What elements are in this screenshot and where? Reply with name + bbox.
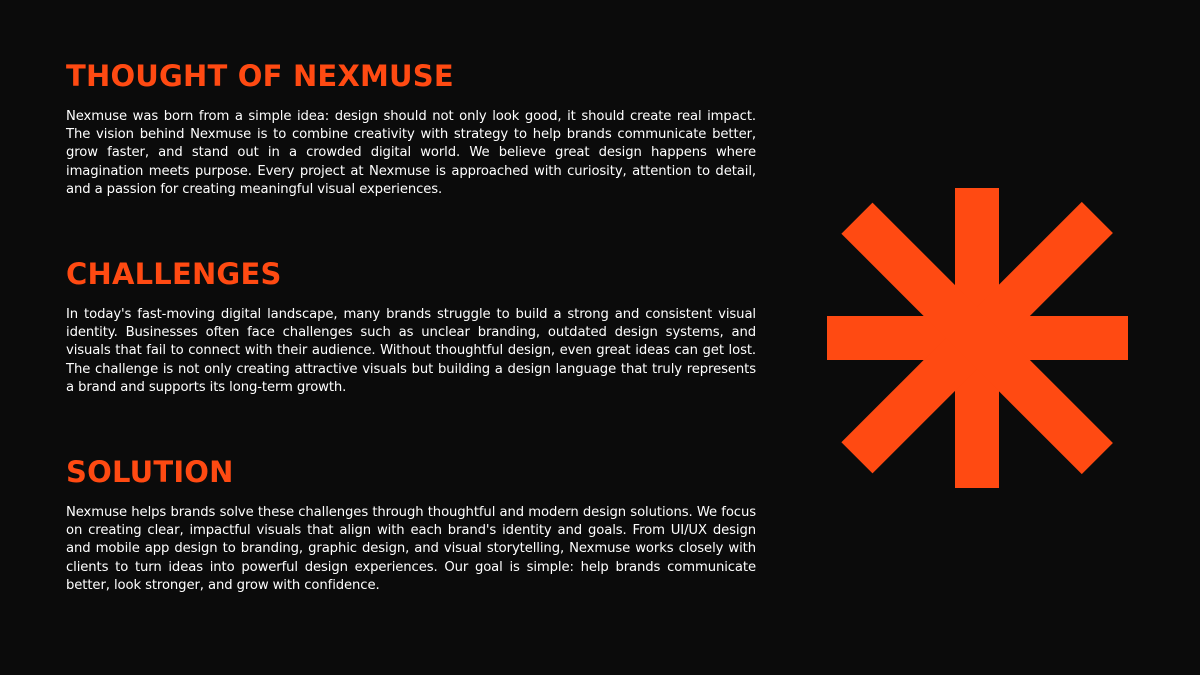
section-body: In today's fast-moving digital landscape, many brands struggle to build a strong and consistent visual identity. Businesses often face challenges such as unclear branding, outdated design systems, and visuals that fail to connect with their audience. Without thoughtful design, even great ideas can get lost. The challenge is not only creating attractive visuals but building a design language that truly represents a brand and supports its long-term growth. <box>66 307 756 395</box>
section-title: SOLUTION <box>66 455 234 489</box>
section-thought-of-nexmuse <box>66 58 756 199</box>
asterisk-icon <box>827 188 1128 488</box>
section-title: THOUGHT OF NEXMUSE <box>66 59 454 93</box>
section-title: CHALLENGES <box>66 257 282 291</box>
section-body: Nexmuse helps brands solve these challenges through thoughtful and modern design solutions. We focus on creating clear, impactful visuals that align with each brand's identity and goals. From UI/UX design and mobile app design to branding, graphic design, and visual storytelling, Nexmuse works closely with clients to turn ideas into powerful design experiences. Our goal is simple: help brands communicate better, look stronger, and grow with confidence. <box>66 505 756 593</box>
section-body: Nexmuse was born from a simple idea: design should not only look good, it should create real impact. The vision behind Nexmuse is to combine creativity with strategy to help brands communicate better, grow faster, and stand out in a crowded digital world. We believe great design happens where imagination meets purpose. Every project at Nexmuse is approached with curiosity, attention to detail, and a passion for creating meaningful visual experiences. <box>66 109 756 197</box>
asterisk-shape <box>827 188 1128 488</box>
section-solution <box>66 454 756 595</box>
section-challenges <box>66 256 756 397</box>
